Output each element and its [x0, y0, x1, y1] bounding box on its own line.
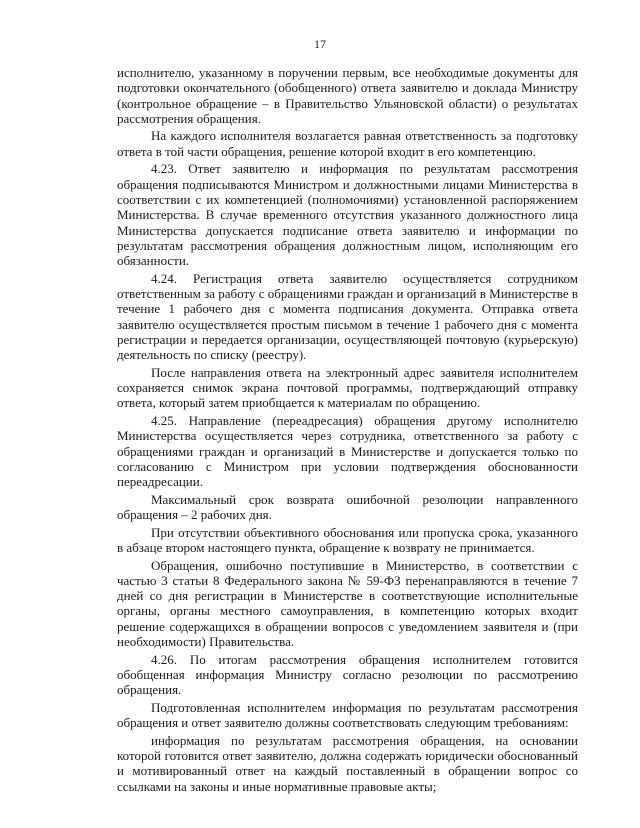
paragraph-misdirected-appeals: Обращения, ошибочно поступившие в Министерство, в соответствии с частью 3 статьи 8 Федерального закона № 59-ФЗ перенаправляются в течение 7 дней со дня регистрации в Министерстве в соответствующие исполнительные органы, органы местного самоуправления, в компетенцию которых входит решение содержащихся в обращении вопросов с уведомлением заявителя и (при необходимости) Правительства.	[117, 557, 578, 650]
paragraph-4-26: 4.26. По итогам рассмотрения обращения исполнителем готовится обобщенная информация Министру согласно резолюции по рассмотрению обращения.	[117, 651, 578, 698]
paragraph-requirements-intro: Подготовленная исполнителем информация по результатам рассмотрения обращения и ответ заявителю должны соответствовать следующим требованиям:	[117, 699, 578, 731]
paragraph-4-23: 4.23. Ответ заявителю и информация по результатам рассмотрения обращения подписываются Министром и должностными лицами Министерства в соответствии с их компетенцией (полномочиями) установленной распоряжением Министерства. В случае временного отсутствия указанного должностного лица Министерства допускается подписание ответа заявителю и информации по результатам рассмотрения обращения должностным лицом, исполняющим его обязанности.	[117, 161, 578, 269]
paragraph-4-24: 4.24. Регистрация ответа заявителю осуществляется сотрудником ответственным за работу с обращениями граждан и организаций в Министерстве в течение 1 рабочего дня с момента подписания документа. Отправка ответа заявителю осуществляется простым письмом в течение 1 рабочего дня с момента регистрации и передается организации, осуществляющей почтовую (курьерскую) деятельность по списку (реестру).	[117, 270, 578, 363]
paragraph-4-25: 4.25. Направление (переадресация) обращения другому исполнителю Министерства осуществляется через сотрудника, ответственного за работу с обращениями граждан и организаций в Министерстве и допускается только по согласованию с Министром при условии подтверждения обоснованности переадресации.	[117, 413, 578, 490]
paragraph-requirement-1: информация по результатам рассмотрения обращения, на основании которой готовится ответ заявителю, должна содержать юридически обоснованный и мотивированный ответ на каждый поставленный в обращении вопрос со ссылками на законы и иные нормативные правовые акты;	[117, 732, 578, 794]
paragraph-max-return-term: Максимальный срок возврата ошибочной резолюции направленного обращения – 2 рабочих дня.	[117, 491, 578, 523]
page-number: 17	[314, 37, 326, 51]
paragraph-continuation: исполнителю, указанному в поручении первым, все необходимые документы для подготовки окончательного (обобщенного) ответа заявителю и доклада Министру (контрольное обращение – в Правительство Ульяновской области) о результатах рассмотрения обращения.	[117, 65, 578, 126]
document-body	[117, 65, 578, 796]
paragraph-no-justification: При отсутствии объективного обоснования или пропуска срока, указанного в абзаце втором настоящего пункта, обращение к возврату не принимается.	[117, 524, 578, 555]
paragraph-email-screenshot: После направления ответа на электронный адрес заявителя исполнителем сохраняется снимок экрана почтовой программы, подтверждающий отправку ответа, который затем приобщается к материалам по обращению.	[117, 364, 578, 411]
paragraph-responsibility: На каждого исполнителя возлагается равная ответственность за подготовку ответа в той части обращения, решение которой входит в его компетенцию.	[117, 128, 578, 159]
